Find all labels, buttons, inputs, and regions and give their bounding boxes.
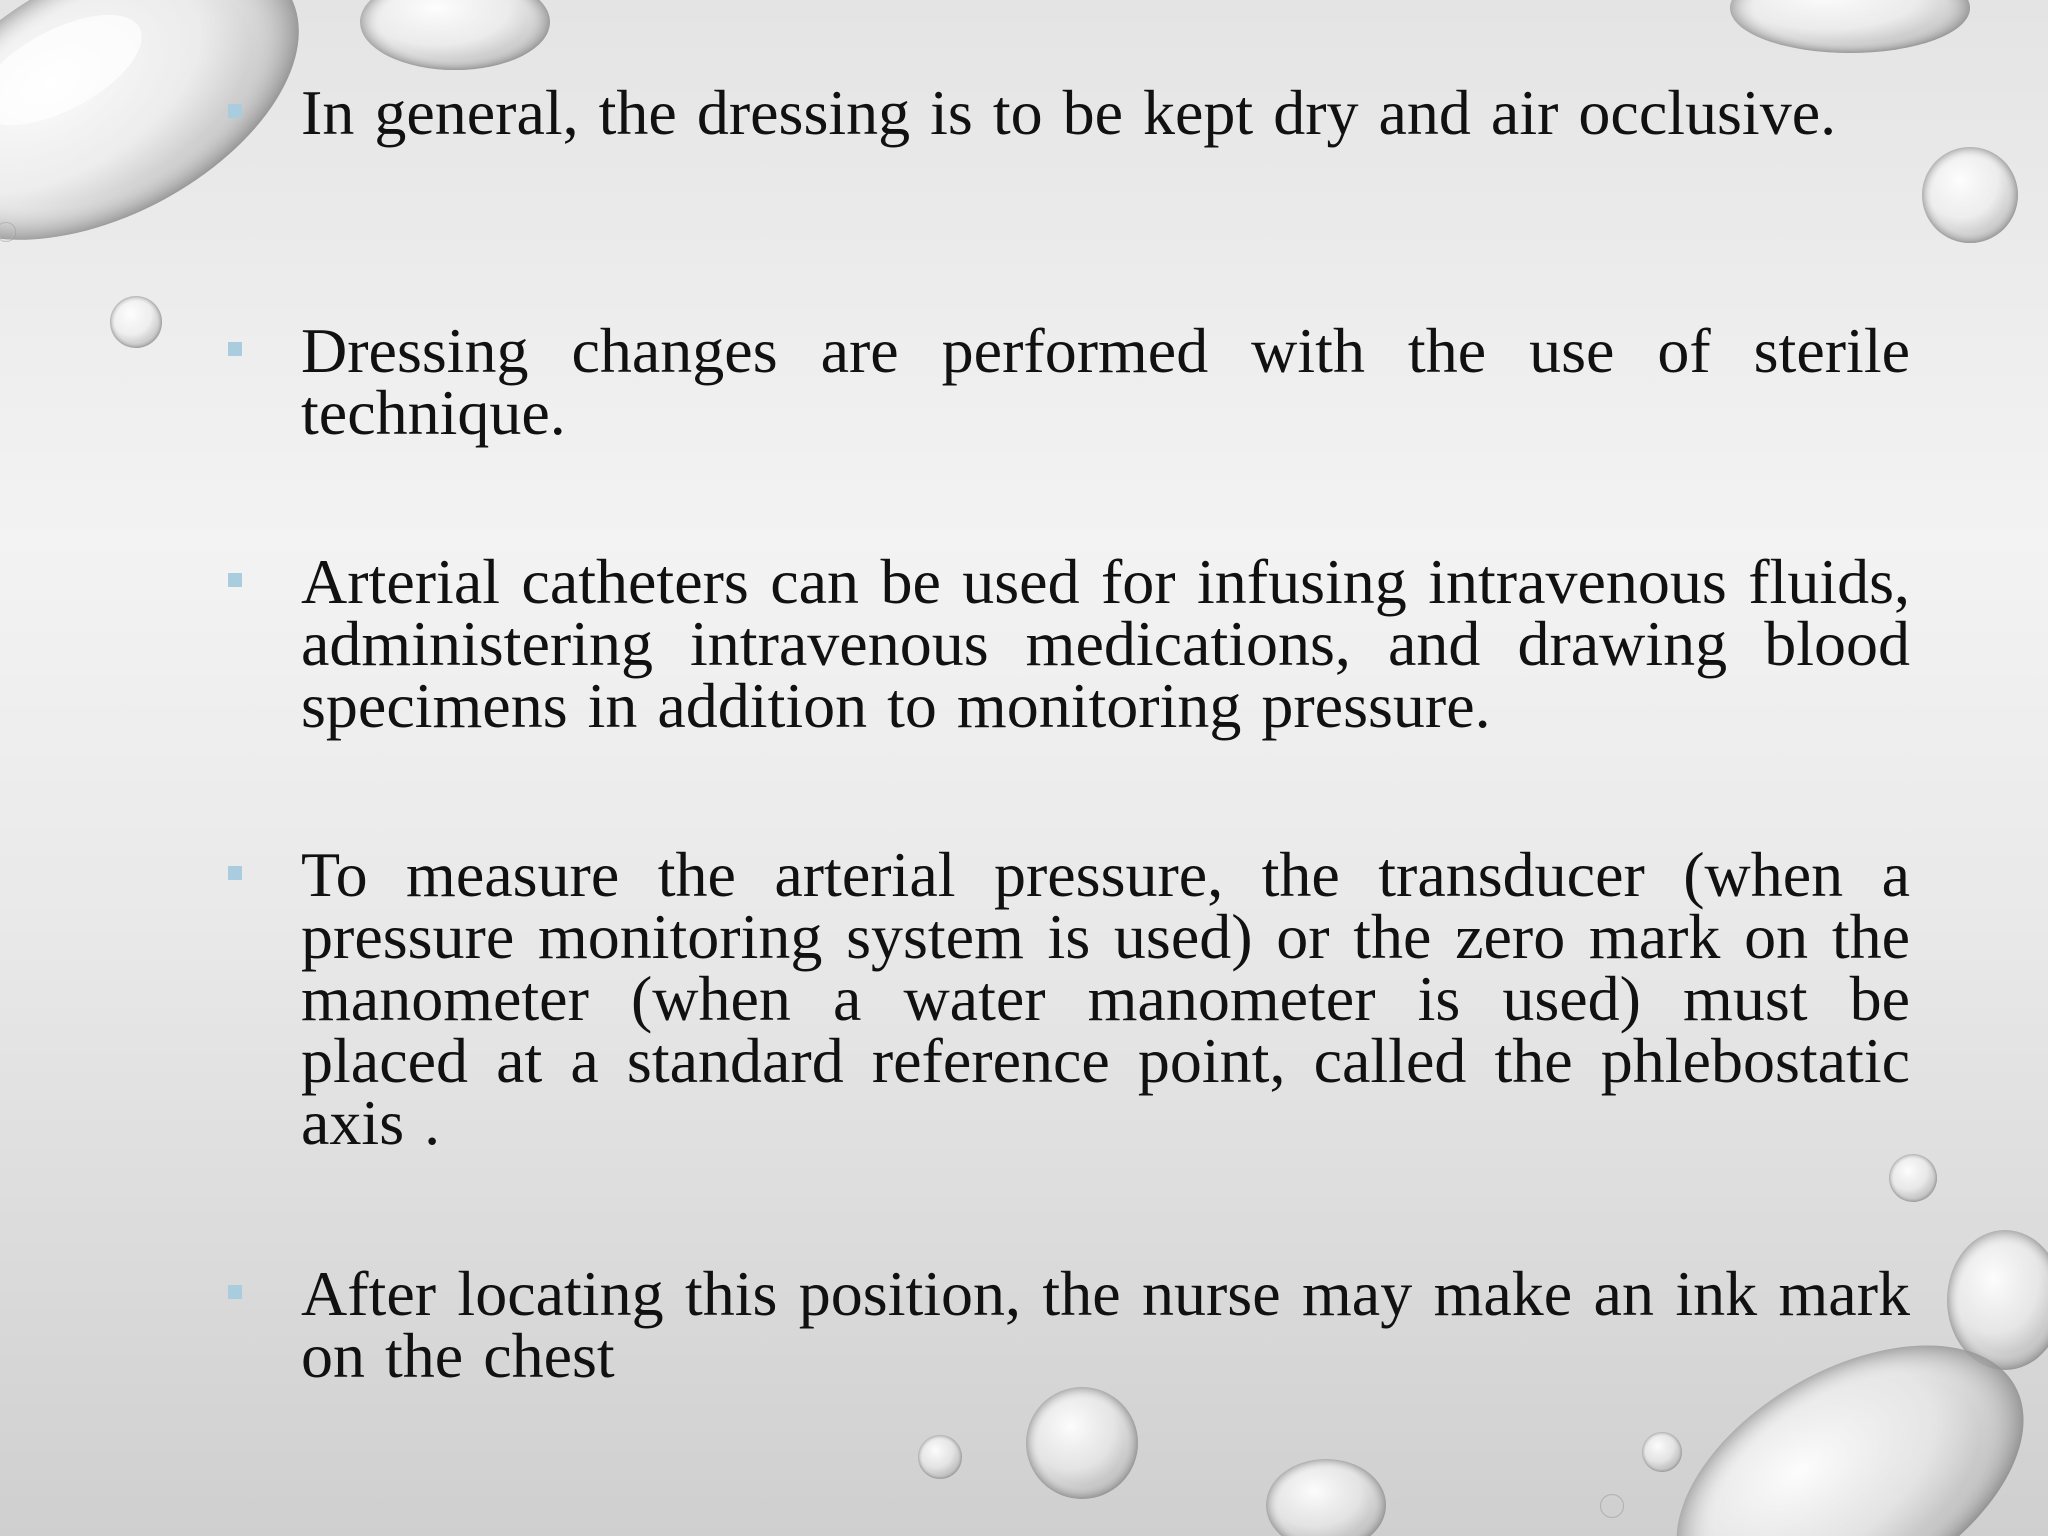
bullet-text: Dressing changes are performed with the use of sterile technique. bbox=[301, 315, 1910, 448]
bullet-text: In general, the dressing is to be kept dry and air occlusive. bbox=[301, 77, 1837, 148]
bullet-marker bbox=[228, 1285, 242, 1299]
bullet-text: Arterial catheters can be used for infusing intravenous fluids, administering intravenous medications, and drawing blood specimens in addition to monitoring pressure. bbox=[301, 546, 1910, 741]
bullet-marker bbox=[228, 104, 242, 118]
bullet-marker bbox=[228, 342, 242, 356]
bullet-marker bbox=[228, 573, 242, 587]
bullet-text: After locating this position, the nurse may make an ink mark on the chest bbox=[301, 1258, 1910, 1391]
bullet-text: To measure the arterial pressure, the transducer (when a pressure monitoring system is used) or the zero mark on the manometer (when a water manometer is used) must be placed at a standard reference point, called the phlebostatic axis . bbox=[301, 839, 1910, 1158]
bullet-marker bbox=[228, 866, 242, 880]
